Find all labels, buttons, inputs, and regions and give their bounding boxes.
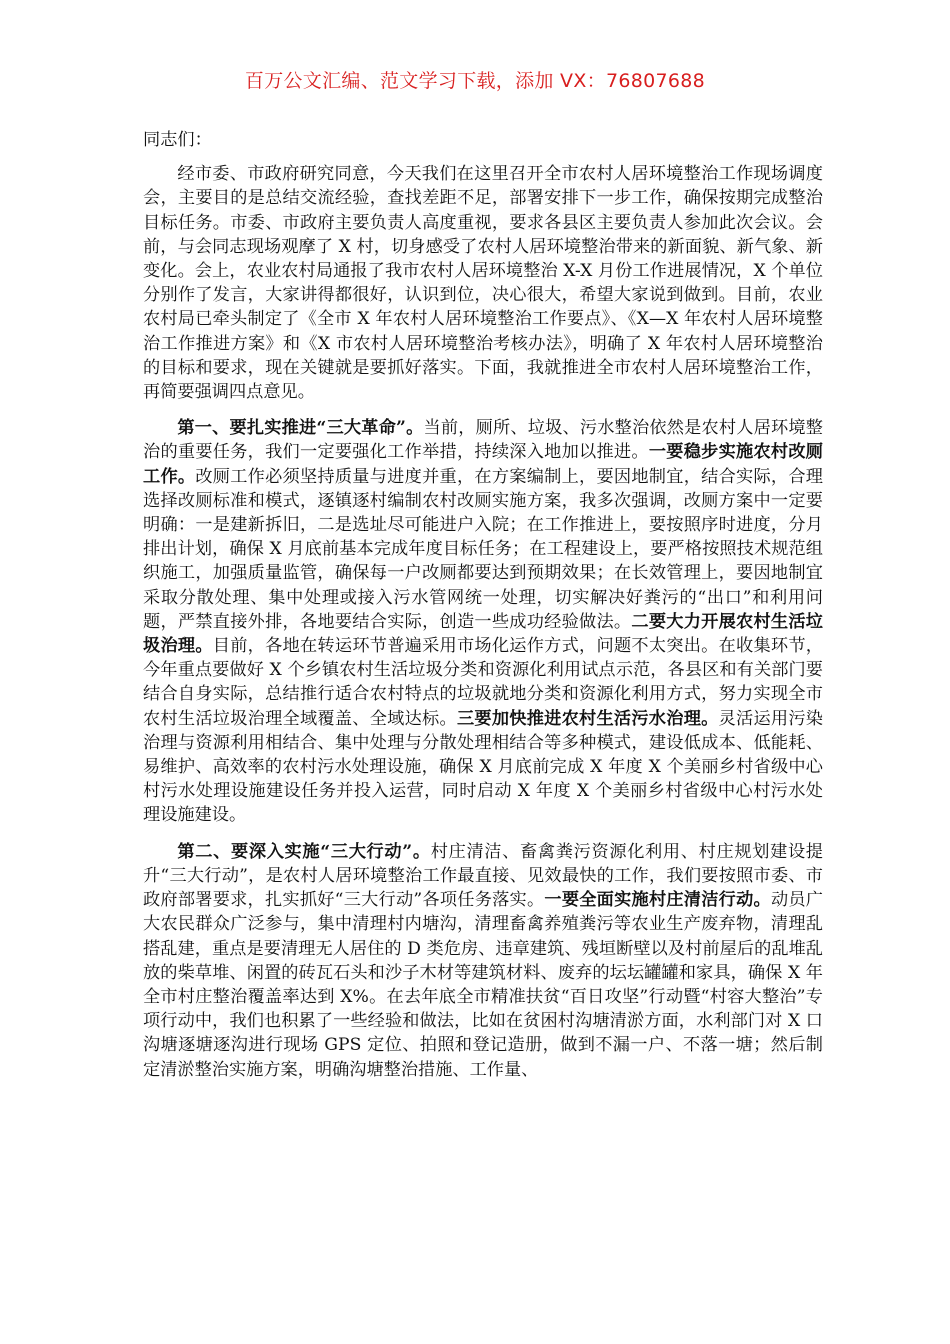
section-1-sub3-title: 三要加快推进农村生活污水治理。 [456, 708, 719, 729]
section-2-sub1-text: 动员广大农民群众广泛参与，集中清理村内塘沟，清理畜禽养殖粪污等农业生产废弃物，清理乱搭乱建，重点是要清理无人居住的 D 类危房、违章建筑、残垣断壁以及村前屋后的乱堆乱放的柴草堆、闲置的砖瓦石头和沙子木材等建筑材料、废弃的坛坛罐罐和家具，确保 X 年全市村庄整治覆盖率达到 X%。在去年底全市精准扶贫“百日攻坚”行动暨“村容大整治”专项行动中，我们也积累了一些经验和做法，比如在贫困村沟塘清淤方面，水利部门对 X 口沟塘逐塘逐沟进行现场 GPS 定位、拍照和登记造册，做到不漏一户、不落一塘；然后制定清淤整治实施方案，明确沟塘整治措施、工作量、 [143, 890, 823, 1080]
section-1-lead: 当前，厕所、垃圾、污水整治依然是农村人居环境整治的重要任务，我们一定要强化工作举措，持续深入地加以推进。 [143, 418, 823, 463]
section-1-sub2-text: 目前，各地在转运环节普遍采用市场化运作方式，问题不太突出。在收集环节，今年重点要做好 X 个乡镇农村生活垃圾分类和资源化利用试点示范，各县区和有关部门要结合自身实际，总结推行适合农村特点的垃圾就地分类和资源化利用方式，努力实现全市农村生活垃圾治理全域覆盖、全域达标。 [143, 636, 823, 729]
intro-paragraph: 经市委、市政府研究同意，今天我们在这里召开全市农村人居环境整治工作现场调度会，主要目的是总结交流经验，查找差距不足，部署安排下一步工作，确保按期完成整治目标任务。市委、市政府主要负责人高度重视，要求各县区主要负责人参加此次会议。会前，与会同志现场观摩了 X 村，切身感受了农村人居环境整治带来的新面貌、新气象、新变化。会上，农业农村局通报了我市农村人居环境整治 X-X 月份工作进展情况，X 个单位分别作了发言，大家讲得都很好，认识到位，决心很大，希望大家说到做到。目前，农业农村局已牵头制定了《全市 X 年农村人居环境整治工作要点》、《X—X 年农村人居环境整治工作推进方案》和《X 市农村人居环境整治考核办法》，明确了 X 年农村人居环境整治的目标和要求，现在关键就是要抓好落实。下面，我就推进全市农村人居环境整治工作，再简要强调四点意见。 [143, 164, 823, 403]
section-1-sub1-title: 一要稳步实施农村改厕工作。 [143, 442, 823, 487]
section-1-sub1-text: 改厕工作必须坚持质量与进度并重，在方案编制上，要因地制宜，结合实际，合理选择改厕标准和模式，逐镇逐村编制农村改厕实施方案，我多次强调，改厕方案中一定要明确：一是建新拆旧，二是选址尽可能进户入院；在工作推进上，要按照序时进度，分月排出计划，确保 X 月底前基本完成年度目标任务；在工程建设上，要严格按照技术规范组织施工，加强质量监管，确保每一户改厕都要达到预期效果；在长效管理上，要因地制宜采取分散处理、集中处理或接入污水管网统一处理，切实解决好粪污的“出口”和利用问题，严禁直接外排，各地要结合实际，创造一些成功经验做法。 [143, 466, 823, 632]
section-1-paragraph [143, 416, 823, 827]
section-1-sub3-text: 灵活运用污染治理与资源利用相结合、集中处理与分散处理相结合等多种模式，建设低成本、低能耗、易维护、高效率的农村污水处理设施，确保 X 月底前完成 X 年度 X 个美丽乡村省级中心村污水处理设施建设任务并投入运营，同时启动 X 年度 X 个美丽乡村省级中心村污水处理设施建设。 [143, 708, 823, 826]
section-2-sub1-title: 一要全面实施村庄清洁行动。 [544, 890, 771, 911]
speech-body [143, 128, 823, 1094]
section-2-lead: 村庄清洁、畜禽粪污资源化利用、村庄规划建设提升“三大行动”，是农村人居环境整治工作最直接、见效最快的工作，我们要按照市委、市政府部署要求，扎实抓好“三大行动”各项任务落实。 [143, 841, 823, 911]
section-2-paragraph [143, 840, 823, 1082]
salutation: 同志们： [143, 130, 212, 150]
section-1-sub2-title: 二要大力开展农村生活垃圾治理。 [143, 611, 823, 657]
promo-header: 百万公文汇编、范文学习下载，添加 VX：76807688 [244, 70, 706, 92]
section-1-heading: 第一、要扎实推进“三大革命”。 [177, 418, 424, 439]
section-2-heading: 第二、要深入实施“三大行动”。 [177, 841, 431, 862]
